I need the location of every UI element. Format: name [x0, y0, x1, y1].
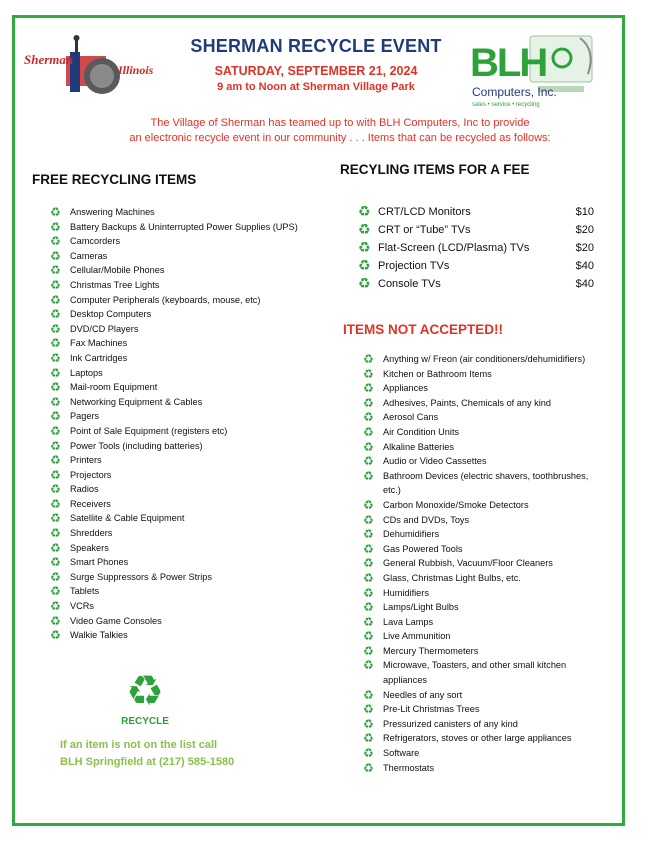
list-item-label: Thermostats: [383, 762, 435, 773]
recycle-icon: ♻: [363, 643, 374, 658]
list-item-label: Computer Peripherals (keyboards, mouse, etc): [70, 294, 261, 305]
recycle-icon: ♻: [50, 599, 61, 614]
list-item: [50, 570, 300, 585]
fee-item-label: Console TVs: [378, 278, 441, 290]
blh-tagline-text: sales • service • recycling: [472, 102, 540, 108]
list-item: [363, 702, 608, 717]
list-item: [363, 746, 608, 761]
list-item: [363, 381, 608, 396]
list-item-label: Alkaline Batteries: [383, 441, 454, 452]
list-item: [363, 571, 608, 586]
list-item: [363, 410, 608, 425]
recycle-icon: ♻: [363, 658, 374, 673]
list-item: [50, 205, 300, 220]
recycle-icon: ♻: [50, 234, 61, 249]
list-item: [363, 688, 608, 703]
recycle-icon: ♻: [363, 497, 374, 512]
list-item: [363, 454, 608, 469]
not-accepted-heading: ITEMS NOT ACCEPTED!!: [343, 322, 503, 337]
recycle-icon: ♻: [50, 511, 61, 526]
list-item: [50, 220, 300, 235]
fee-item-price: $40: [575, 260, 594, 272]
recycle-icon: ♻: [358, 276, 371, 292]
list-item: [50, 336, 300, 351]
recycle-icon: ♻: [50, 380, 61, 395]
list-item: [363, 542, 608, 557]
list-item-label: Ink Cartridges: [70, 352, 128, 363]
list-item: [50, 380, 300, 395]
list-item: [363, 629, 608, 644]
list-item-label: Laptops: [70, 367, 103, 378]
recycle-icon: ♻: [363, 410, 374, 425]
list-item: [50, 614, 300, 629]
list-item-label: Camcorders: [70, 236, 121, 247]
list-item-label: Needles of any sort: [383, 689, 463, 700]
blh-logo-text: BLH: [470, 41, 547, 85]
sherman-logo: [22, 34, 162, 102]
blh-logo: [470, 30, 605, 110]
recycle-icon: ♻: [50, 277, 61, 292]
list-item-label: Smart Phones: [70, 557, 129, 568]
fee-item: [358, 221, 598, 239]
fee-item: [358, 203, 598, 221]
illinois-logo-text: Illinois: [118, 63, 154, 77]
list-item: [50, 395, 300, 410]
recycle-icon: ♻: [50, 569, 61, 584]
list-item: [50, 628, 300, 643]
list-item: [363, 717, 608, 732]
list-item-label: Walkie Talkies: [70, 630, 128, 641]
recycle-icon: ♻: [50, 307, 61, 322]
list-item-label: DVD/CD Players: [70, 323, 139, 334]
intro-paragraph: [70, 116, 610, 146]
recycle-icon: ♻: [50, 336, 61, 351]
recycle-icon: ♻: [358, 240, 371, 256]
list-item-label: Radios: [70, 484, 99, 495]
list-item-label: Answering Machines: [70, 207, 155, 217]
list-item: [363, 556, 608, 571]
list-item-label: Lamps/Light Bulbs: [383, 602, 459, 613]
recycle-icon: ♻: [50, 321, 61, 336]
list-item-label: Video Game Consoles: [70, 615, 162, 626]
recycle-icon: ♻: [363, 512, 374, 527]
contact-info: [60, 737, 300, 771]
fee-item-price: $20: [575, 224, 594, 236]
recycle-icon: ♻: [50, 453, 61, 468]
recycle-icon: ♻: [363, 468, 374, 483]
recycle-icon: ♻: [358, 222, 371, 238]
fee-items-list: [358, 203, 598, 293]
list-item: [363, 761, 608, 776]
recycle-icon: ♻: [363, 614, 374, 629]
list-item-label: Mercury Thermometers: [383, 645, 479, 656]
contact-line: If an item is not on the list call: [60, 739, 218, 751]
fee-item-label: Flat-Screen (LCD/Plasma) TVs: [378, 242, 530, 254]
recycle-icon: ♻: [50, 584, 61, 599]
list-item-label: Tablets: [70, 586, 100, 597]
event-date: SATURDAY, SEPTEMBER 21, 2024: [214, 64, 418, 78]
list-item-label: Satellite & Cable Equipment: [70, 513, 185, 524]
recycle-icon: ♻: [363, 687, 374, 702]
list-item-label: Dehumidifiers: [383, 529, 440, 540]
contact-phone: BLH Springfield at (217) 585-1580: [60, 756, 235, 768]
list-item: [50, 322, 300, 337]
list-item-label: VCRs: [70, 601, 94, 612]
list-item: [50, 409, 300, 424]
list-item: [50, 511, 300, 526]
list-item-label: Refrigerators, stoves or other large appliances: [383, 733, 572, 744]
list-item-label: Power Tools (including batteries): [70, 440, 203, 451]
recycle-icon: ♻: [50, 248, 61, 263]
list-item-label: Humidifiers: [383, 587, 429, 598]
recycle-icon: ♻: [363, 527, 374, 542]
list-item: [50, 366, 300, 381]
list-item-label: Anything w/ Freon (air conditioners/dehumidifiers): [383, 354, 586, 364]
recycle-icon: ♻: [363, 585, 374, 600]
list-item: [50, 497, 300, 512]
list-item: [50, 263, 300, 278]
recycle-icon: ♻: [50, 263, 61, 278]
list-item-label: Christmas Tree Lights: [70, 279, 160, 290]
list-item-label: Battery Backups & Uninterrupted Power Supplies (UPS): [70, 221, 298, 232]
list-item: [50, 453, 300, 468]
recycle-icon: ♻: [50, 219, 61, 234]
list-item: [50, 555, 300, 570]
list-item: [363, 615, 608, 630]
recycle-icon: ♻: [50, 394, 61, 409]
list-item: [50, 424, 300, 439]
list-item-label: General Rubbish, Vacuum/Floor Cleaners: [383, 558, 553, 569]
fee-item-price: $10: [575, 206, 594, 218]
recycle-icon: ♻: [363, 556, 374, 571]
fee-item-label: CRT/LCD Monitors: [378, 206, 471, 218]
list-item: [50, 482, 300, 497]
recycle-icon: ♻: [358, 258, 371, 274]
list-item: [50, 351, 300, 366]
list-item-label: CDs and DVDs, Toys: [383, 514, 470, 525]
recycle-icon: ♻: [50, 467, 61, 482]
list-item-label: Lava Lamps: [383, 616, 434, 627]
list-item-label: Aerosol Cans: [383, 412, 439, 423]
recycle-label: RECYCLE: [121, 716, 169, 727]
list-item-label: Printers: [70, 455, 102, 466]
list-item: [363, 731, 608, 746]
list-item: [363, 586, 608, 601]
recycle-icon: ♻: [50, 365, 61, 380]
list-item: [50, 599, 300, 614]
list-item: [50, 541, 300, 556]
recycle-icon: ♻: [50, 526, 61, 541]
list-item: [50, 584, 300, 599]
list-item-label: Fax Machines: [70, 338, 128, 349]
blh-company-text: Computers, Inc.: [472, 85, 557, 99]
list-item: [50, 249, 300, 264]
recycle-icon: ♻: [363, 600, 374, 615]
list-item-label: Gas Powered Tools: [383, 543, 463, 554]
page-title: SHERMAN RECYCLE EVENT: [190, 36, 442, 56]
intro-line: an electronic recycle event in our community . . . Items that can be recycled as follows:: [129, 132, 551, 144]
fee-recycling-heading: RECYLING ITEMS FOR A FEE: [340, 162, 530, 177]
list-item-label: Point of Sale Equipment (registers etc): [70, 425, 228, 436]
event-time-place: 9 am to Noon at Sherman Village Park: [217, 81, 415, 93]
list-item-label: Networking Equipment & Cables: [70, 396, 203, 407]
list-item-label: Software: [383, 748, 420, 759]
list-item-label: Speakers: [70, 542, 109, 553]
list-item-label: Kitchen or Bathroom Items: [383, 368, 492, 379]
recycle-icon: ♻: [50, 438, 61, 453]
list-item-label: Pre-Lit Christmas Trees: [383, 704, 480, 715]
list-item: [363, 425, 608, 440]
fee-item: [358, 275, 598, 293]
list-item: [50, 278, 300, 293]
list-item: [363, 600, 608, 615]
recycle-icon: ♻: [50, 628, 61, 643]
recycle-icon: ♻: [363, 570, 374, 585]
list-item: [50, 439, 300, 454]
recycle-icon: ♻: [50, 540, 61, 555]
list-item: [363, 498, 608, 513]
recycle-icon: ♻: [363, 439, 374, 454]
recycle-icon: ♻: [363, 746, 374, 761]
list-item-label: Cameras: [70, 250, 108, 261]
list-item: [363, 644, 608, 659]
svg-text:♻: ♻: [126, 668, 164, 714]
intro-line: The Village of Sherman has teamed up to with BLH Computers, Inc to provide: [150, 117, 530, 129]
list-item-label: Desktop Computers: [70, 309, 152, 320]
free-recycling-heading: FREE RECYCLING ITEMS: [32, 172, 197, 187]
list-item-label: Projectors: [70, 469, 112, 480]
recycle-icon: ♻: [363, 731, 374, 746]
list-item: [363, 469, 608, 498]
recycle-icon: ♻: [363, 541, 374, 556]
list-item-label: Audio or Video Cassettes: [383, 456, 487, 467]
list-item-label: Cellular/Mobile Phones: [70, 265, 165, 276]
sherman-logo-text: Sherman: [24, 52, 74, 67]
recycle-icon: ♻: [363, 629, 374, 644]
list-item-label: Adhesives, Paints, Chemicals of any kind: [383, 397, 552, 408]
list-item: [363, 396, 608, 411]
fee-item-price: $40: [575, 278, 594, 290]
list-item-label: Live Ammunition: [383, 631, 451, 642]
list-item-label: Carbon Monoxide/Smoke Detectors: [383, 499, 529, 510]
recycle-icon: ♻: [50, 423, 61, 438]
recycle-icon: ♻: [50, 555, 61, 570]
list-item: [363, 658, 608, 687]
list-item: [363, 440, 608, 455]
list-item-label: Surge Suppressors & Power Strips: [70, 571, 212, 582]
recycle-icon: ♻: [363, 454, 374, 469]
fee-item-label: Projection TVs: [378, 260, 450, 272]
list-item: [363, 367, 608, 382]
list-item-label: Microwave, Toasters, and other small kitchen appliances: [383, 660, 567, 686]
recycle-icon: ♻: [363, 366, 374, 381]
fee-item: [358, 239, 598, 257]
list-item: [50, 526, 300, 541]
free-items-list: [50, 205, 300, 643]
list-item: [50, 468, 300, 483]
recycle-icon: ♻: [363, 716, 374, 731]
list-item-label: Shredders: [70, 528, 113, 539]
not-accepted-list: [363, 352, 608, 775]
recycle-icon: ♻: [50, 350, 61, 365]
list-item: [50, 307, 300, 322]
recycle-icon: ♻: [363, 424, 374, 439]
recycle-icon: ♻: [50, 496, 61, 511]
list-item: [363, 513, 608, 528]
recycle-icon: ♻: [358, 204, 371, 220]
recycle-icon: ♻: [50, 205, 61, 219]
list-item-label: Pressurized canisters of any kind: [383, 718, 518, 729]
list-item-label: Air Condition Units: [383, 426, 460, 437]
recycle-icon: ♻: [50, 292, 61, 307]
list-item-label: Receivers: [70, 498, 111, 509]
recycle-icon: ♻: [50, 613, 61, 628]
list-item-label: Bathroom Devices (electric shavers, toothbrushes, etc.): [383, 470, 589, 496]
fee-item-price: $20: [575, 242, 594, 254]
recycle-icon: ♻: [363, 702, 374, 717]
recycle-icon: [122, 668, 168, 714]
recycle-icon: ♻: [50, 409, 61, 424]
recycle-icon: ♻: [363, 760, 374, 775]
recycle-icon: ♻: [363, 352, 374, 366]
list-item-label: Mail-room Equipment: [70, 382, 158, 393]
fee-item-label: CRT or “Tube” TVs: [378, 224, 471, 236]
list-item-label: Pagers: [70, 411, 100, 422]
list-item: [50, 234, 300, 249]
recycle-icon: ♻: [50, 482, 61, 497]
recycle-icon: ♻: [363, 381, 374, 396]
fee-item: [358, 257, 598, 275]
list-item-label: Appliances: [383, 383, 428, 394]
list-item-label: Glass, Christmas Light Bulbs, etc.: [383, 572, 521, 583]
list-item: [50, 293, 300, 308]
recycle-icon: ♻: [363, 395, 374, 410]
list-item: [363, 527, 608, 542]
list-item: [363, 352, 608, 367]
